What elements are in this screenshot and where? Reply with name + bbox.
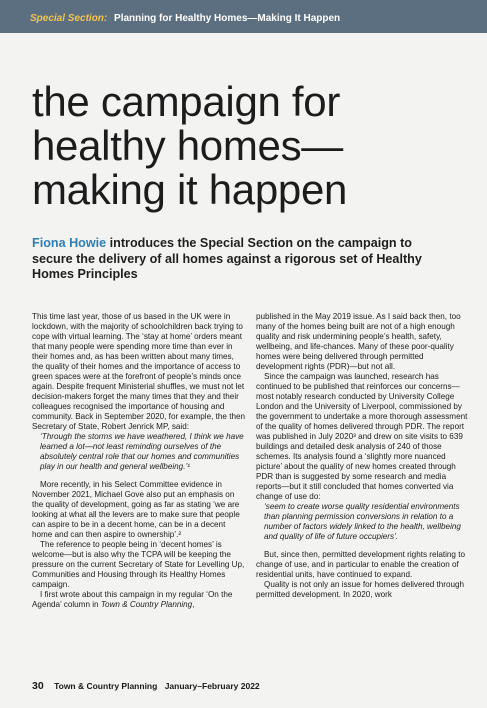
paragraph: published in the May 2019 issue. As I said back then, too many of the homes being built are not of a high enough quality and risk undermining people’s health, safety, wellbeing, and life-chances. Many of these poor-quality homes were being delivered through permitted development rights (PDR)—but not all. bbox=[256, 312, 461, 371]
quotation: ‘seem to create worse quality residential environments than planning permission conversions in relation to a number of factors widely linked to the health, wellbeing and quality of life of future occupiers’. bbox=[264, 502, 461, 541]
paragraph-text: I first wrote about this campaign in my regular ‘On the Agenda’ column in bbox=[32, 590, 233, 609]
paragraph-text: , bbox=[192, 600, 195, 609]
paragraph: More recently, in his Select Committee evidence in November 2021, Michael Gove also put an emphasis on the quality of development, going as far as stating ‘we are looking at what all the levers are to make sure that people can aspire to be in a decent home, can be in a decent home and can then aspire to ownership’.² bbox=[32, 480, 240, 539]
section-header-bar bbox=[0, 0, 487, 33]
issue-date: January–February 2022 bbox=[164, 681, 260, 691]
page-number: 30 bbox=[32, 680, 44, 692]
paragraph: Since the campaign was launched, research has continued to be published that reinforces our concerns—most notably research conducted by University College London and the University of Liverpool, commissioned by the government to undertake a more thorough assessment of the quality of homes delivered through PDR. The report was published in July 2020³ and drew on site visits to 639 buildings and detailed desk analysis of 240 of those schemes. Its analysis found a ‘slightly more nuanced picture’ about the quality of new homes created through PDR than is suggested by some research and media reports—but it still concluded that homes converted via change of use do: bbox=[256, 372, 468, 501]
journal-title-inline: Town & Country Planning bbox=[100, 600, 193, 609]
standfirst-text: introduces the Special Section on the campaign to secure the delivery of all homes against a rigorous set of Healthy Homes Principles bbox=[32, 236, 422, 281]
author-name: Fiona Howie bbox=[32, 236, 107, 250]
paragraph: But, since then, permitted development rights relating to change of use, and in particular to enable the creation of residential units, have continued to expand. bbox=[256, 550, 465, 579]
paragraph bbox=[32, 590, 247, 610]
section-label: Special Section: bbox=[30, 13, 108, 24]
title-line-2: healthy homes— bbox=[32, 122, 343, 169]
standfirst bbox=[32, 236, 452, 283]
article-title bbox=[32, 80, 472, 212]
paragraph: This time last year, those of us based in the UK were in lockdown, with the majority of schoolchildren back trying to cope with virtual learning. The ‘stay at home’ orders meant that many people were spending more time than ever in their homes and, as has been written about many times, the quality of their homes and the importance of access to green spaces were at the forefront of people’s minds once again. Despite frequent Ministerial shuffles, we must not let decision-makers forget the many times that they and their colleagues recognised the importance of housing and community. Back in September 2020, for example, the then Secretary of State, Robert Jenrick MP, said: bbox=[32, 312, 246, 431]
right-column bbox=[256, 312, 472, 600]
paragraph: The reference to people being in ‘decent homes’ is welcome—but is also why the TCPA will be keeping the pressure on the current Secretary of State for Levelling Up, Communities and Housing through its Healthy Homes campaign. bbox=[32, 540, 245, 589]
title-line-1: the campaign for bbox=[32, 78, 341, 125]
left-column bbox=[32, 312, 247, 610]
section-header bbox=[30, 13, 340, 24]
quotation: ‘Through the storms we have weathered, I think we have learned a lot—not least reminding ourselves of the absolutely central role that our homes and communities play in our health and general wellbeing.’¹ bbox=[40, 432, 244, 471]
page-footer bbox=[32, 680, 260, 692]
title-line-3: making it happen bbox=[32, 166, 348, 213]
journal-name: Town & Country Planning bbox=[54, 681, 158, 691]
paragraph: Quality is not only an issue for homes delivered through permitted development. In 2020, work bbox=[256, 580, 465, 599]
section-title: Planning for Healthy Homes—Making It Happen bbox=[114, 13, 341, 24]
